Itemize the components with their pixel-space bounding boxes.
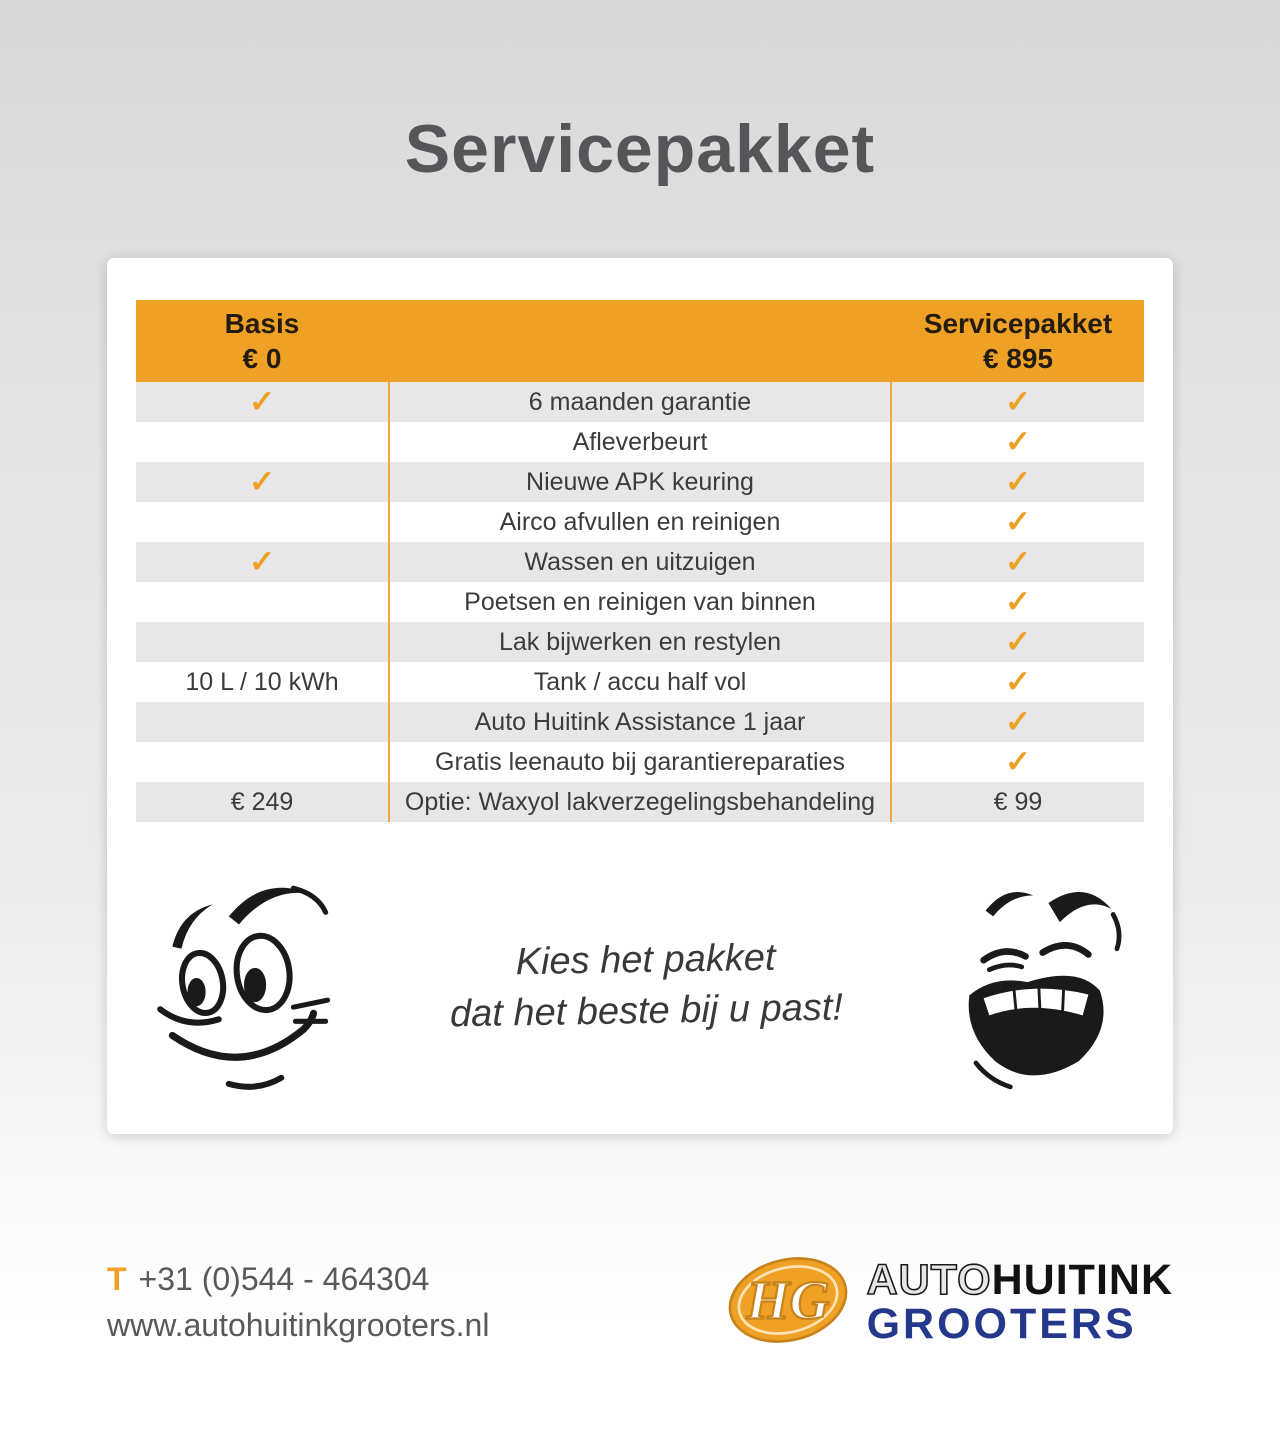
website-url: www.autohuitinkgrooters.nl: [107, 1307, 490, 1343]
pakket-cell: ✓: [1005, 704, 1031, 739]
service-cell: Afleverbeurt: [388, 422, 892, 462]
logo-grooters: GROOTERS: [866, 1299, 1137, 1348]
service-cell: 6 maanden garantie: [388, 382, 892, 422]
table-row: [136, 502, 1144, 542]
service-cell: Tank / accu half vol: [388, 662, 892, 702]
option-label: Optie: Waxyol lakverzegelingsbehandeling: [388, 782, 892, 822]
pakket-cell: ✓: [1005, 744, 1031, 779]
phone-line: [107, 1261, 489, 1298]
table-row-option: [136, 782, 1144, 822]
slogan-text: [355, 930, 937, 1043]
basis-cell: [136, 622, 388, 662]
service-cell: Airco afvullen en reinigen: [388, 502, 892, 542]
hg-badge-letters: HG: [746, 1269, 830, 1331]
pakket-cell: ✓: [1005, 664, 1031, 699]
pakket-cell: ✓: [1005, 384, 1031, 419]
slogan-line1: Kies het pakket: [515, 936, 776, 983]
table-row: [136, 582, 1144, 622]
service-cell: Poetsen en reinigen van binnen: [388, 582, 892, 622]
service-cell: Gratis leenauto bij garantiereparaties: [388, 742, 892, 782]
table-header: [136, 300, 1144, 382]
basis-cell: [136, 422, 388, 462]
pakket-cell: ✓: [1005, 464, 1031, 499]
company-logo: [721, 1246, 1173, 1359]
pakket-cell: ✓: [1005, 424, 1031, 459]
hg-badge-icon: [721, 1246, 855, 1359]
logo-huitink: HUITINK: [991, 1255, 1173, 1304]
pakket-cell: ✓: [1005, 584, 1031, 619]
basis-cell: [136, 582, 388, 622]
header-basis: [136, 306, 388, 376]
slogan-line2: dat het beste bij u past!: [449, 986, 844, 1036]
basis-cell: ✓: [249, 464, 275, 499]
contact-block: [107, 1261, 489, 1344]
pakket-cell: ✓: [1005, 504, 1031, 539]
header-servicepakket-price: € 895: [982, 343, 1054, 374]
table-row: [136, 462, 1144, 502]
service-card: [107, 258, 1173, 1134]
header-basis-title: Basis: [224, 308, 300, 339]
header-basis-price: € 0: [242, 343, 282, 374]
option-pakket-price: € 99: [993, 787, 1043, 816]
pakket-cell: ✓: [1005, 624, 1031, 659]
table-row: [136, 742, 1144, 782]
table-row: [136, 662, 1144, 702]
laughing-face-icon: [936, 868, 1136, 1105]
footer: [107, 1246, 1173, 1359]
logo-text: [866, 1255, 1173, 1348]
happy-face-icon: [144, 868, 356, 1105]
pakket-cell: ✓: [1005, 544, 1031, 579]
phone-label: T: [107, 1261, 127, 1297]
basis-cell: [136, 502, 388, 542]
service-cell: Nieuwe APK keuring: [388, 462, 892, 502]
table-row: [136, 422, 1144, 462]
table-row: [136, 702, 1144, 742]
service-cell: Lak bijwerken en restylen: [388, 622, 892, 662]
table-row: [136, 382, 1144, 422]
service-cell: Auto Huitink Assistance 1 jaar: [388, 702, 892, 742]
header-servicepakket-title: Servicepakket: [923, 308, 1113, 339]
logo-line1: [866, 1255, 1173, 1304]
basis-cell: [136, 702, 388, 742]
basis-cell: ✓: [249, 544, 275, 579]
basis-cell: [136, 742, 388, 782]
page-title: Servicepakket: [404, 111, 876, 187]
header-servicepakket: [892, 306, 1144, 376]
option-basis-price: € 249: [230, 787, 294, 816]
basis-cell: 10 L / 10 kWh: [185, 667, 339, 696]
table-row: [136, 622, 1144, 662]
slogan-section: [136, 860, 1144, 1112]
service-cell: Wassen en uitzuigen: [388, 542, 892, 582]
table-body: [136, 382, 1144, 822]
table-row: [136, 542, 1144, 582]
phone-number: +31 (0)544 - 464304: [138, 1261, 430, 1297]
logo-auto: AUTO: [866, 1255, 992, 1304]
basis-cell: ✓: [249, 384, 275, 419]
